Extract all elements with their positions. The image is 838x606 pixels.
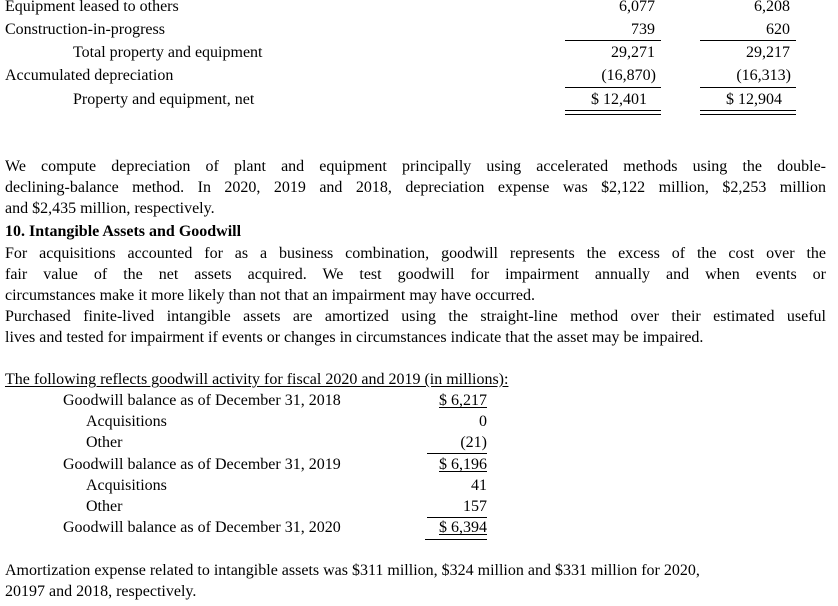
ppe-row-label: Property and equipment, net	[73, 91, 255, 108]
paragraph-line: For acquisitions accounted for as a business combination, goodwill represents the excess of the cost over the	[5, 245, 826, 262]
section-heading: 10. Intangible Assets and Goodwill	[5, 223, 242, 240]
ppe-row-label: Accumulated depreciation	[5, 67, 174, 84]
amortization-paragraph	[5, 560, 826, 602]
ppe-row-label: Total property and equipment	[73, 44, 263, 61]
ppe-cell-2020: 29,271	[611, 44, 655, 61]
goodwill-row-label: Other	[86, 434, 123, 451]
goodwill-row-label: Acquisitions	[86, 477, 167, 494]
ppe-subtotal-rule	[700, 87, 796, 88]
goodwill-total-double-underline	[425, 539, 487, 540]
depreciation-paragraph	[5, 156, 826, 219]
goodwill-row-label: Goodwill balance as of December 31, 2018	[63, 392, 341, 409]
intangibles-paragraph	[5, 243, 826, 348]
paragraph-line: lives and tested for impairment if events or changes in circumstances indicate that the asset may be impaired.	[5, 329, 704, 346]
goodwill-row-value	[425, 391, 487, 411]
paragraph-line: fair value of the net assets acquired. We test goodwill for impairment annually and when events or	[5, 266, 826, 283]
goodwill-intro: The following reflects goodwill activity for fiscal 2020 and 2019 (in millions):	[5, 371, 509, 388]
paragraph-line: 20197 and 2018, respectively.	[5, 583, 197, 600]
goodwill-value-text: $ 6,217	[439, 392, 487, 409]
paragraph-line: Purchased finite-lived intangible assets are amortized using the straight-line method over their estimated useful	[5, 308, 826, 325]
paragraph-line: declining-balance method. In 2020, 2019 and 2018, depreciation expense was $2,122 million, $2,253 million	[5, 179, 826, 196]
goodwill-row-value: 157	[427, 497, 487, 518]
ppe-total-double-rule	[565, 110, 661, 115]
ppe-cell-2020: 739	[631, 21, 655, 38]
goodwill-value-text: $ 6,196	[439, 456, 487, 473]
ppe-cell-2019: 29,217	[746, 44, 790, 61]
goodwill-row-value	[425, 518, 487, 538]
ppe-cell-2019: 6,208	[754, 0, 790, 15]
ppe-cell-2019: (16,313)	[736, 67, 791, 84]
paragraph-line: and $2,435 million, respectively.	[5, 200, 215, 217]
ppe-subtotal-rule	[565, 40, 661, 41]
goodwill-row-value: 41	[471, 477, 487, 494]
ppe-total-double-rule	[700, 110, 796, 115]
goodwill-row-label: Other	[86, 498, 123, 515]
ppe-cell-2019: 620	[766, 21, 790, 38]
ppe-subtotal-rule	[565, 87, 661, 88]
goodwill-row-label: Acquisitions	[86, 413, 167, 430]
ppe-subtotal-rule	[700, 40, 796, 41]
paragraph-line: We compute depreciation of plant and equipment principally using accelerated methods using the double-	[5, 158, 826, 175]
goodwill-row-value: (21)	[427, 433, 487, 454]
goodwill-value-text: $ 6,394	[439, 519, 487, 536]
ppe-row-label: Equipment leased to others	[5, 0, 179, 15]
paragraph-line: Amortization expense related to intangible assets was $311 million, $324 million and $331 million for 2020,	[5, 562, 700, 579]
ppe-cell-2020: $ 12,401	[591, 91, 647, 108]
goodwill-row-value	[425, 455, 487, 475]
ppe-row-label: Construction-in-progress	[5, 21, 165, 38]
goodwill-row-value: 0	[479, 413, 487, 430]
ppe-cell-2020: (16,870)	[601, 67, 656, 84]
goodwill-row-label: Goodwill balance as of December 31, 2020	[63, 519, 341, 536]
paragraph-line: circumstances make it more likely than not that an impairment may have occurred.	[5, 287, 536, 304]
ppe-cell-2019: $ 12,904	[726, 91, 782, 108]
ppe-cell-2020: 6,077	[619, 0, 655, 15]
goodwill-row-label: Goodwill balance as of December 31, 2019	[63, 456, 341, 473]
